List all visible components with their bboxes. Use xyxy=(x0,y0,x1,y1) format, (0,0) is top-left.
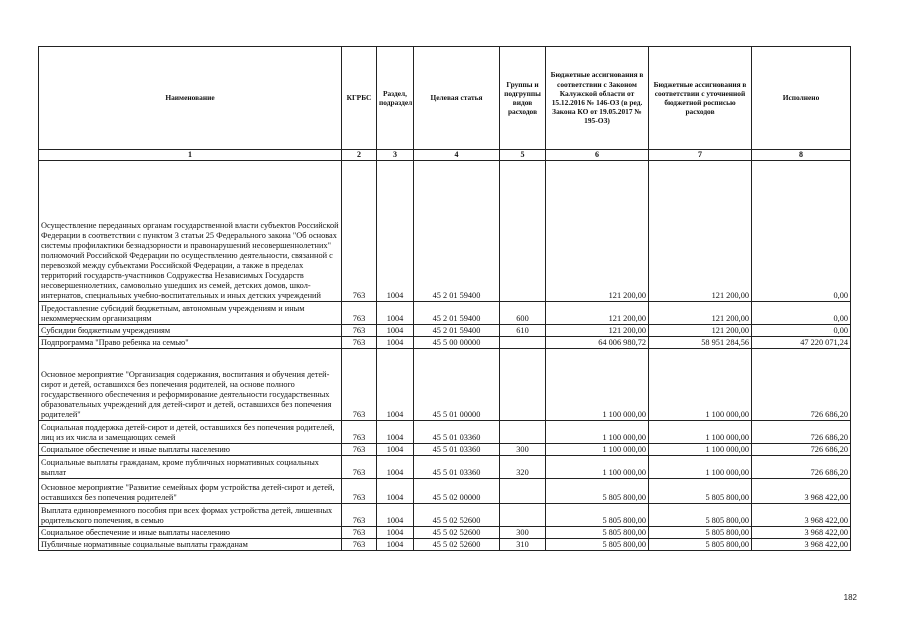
row-group xyxy=(500,421,546,444)
budget-execution-sheet xyxy=(38,46,850,551)
table-row xyxy=(39,337,851,349)
row-section: 1004 xyxy=(377,527,414,539)
row-group: 320 xyxy=(500,456,546,479)
row-target: 45 5 02 52600 xyxy=(414,504,500,527)
row-section: 1004 xyxy=(377,444,414,456)
row-law-amount: 121 200,00 xyxy=(546,302,649,325)
row-kgrbs: 763 xyxy=(342,479,377,504)
row-target: 45 5 01 03360 xyxy=(414,421,500,444)
row-law-amount: 5 805 800,00 xyxy=(546,539,649,551)
budget-table xyxy=(38,46,851,551)
row-section: 1004 xyxy=(377,456,414,479)
row-kgrbs: 763 xyxy=(342,504,377,527)
row-kgrbs: 763 xyxy=(342,161,377,302)
row-name: Осуществление переданных органам государственной власти субъектов Российской Федерации в соответствии с пунктом 3 статьи 25 Федерального закона "Об основах системы профилактики безнадзорности и правонарушений несовершеннолетних" полномочий Российской Федерации по осуществлению деятельности, связанной с перевозкой между субъектами Российской Федерации, а также в пределах территорий государств-участников Содружества Независимых Государств несовершеннолетних, самовольно ушедших из семей, детских домов, школ-интернатов, специальных учебно-воспитательных и иных детских учреждений xyxy=(39,161,342,302)
row-executed-amount: 0,00 xyxy=(752,161,851,302)
row-list-amount: 5 805 800,00 xyxy=(649,527,752,539)
row-kgrbs: 763 xyxy=(342,325,377,337)
table-row xyxy=(39,527,851,539)
row-executed-amount: 3 968 422,00 xyxy=(752,539,851,551)
row-law-amount: 1 100 000,00 xyxy=(546,456,649,479)
row-kgrbs: 763 xyxy=(342,302,377,325)
header-kgrbs: КГРБС xyxy=(342,47,377,150)
table-row xyxy=(39,444,851,456)
row-law-amount: 121 200,00 xyxy=(546,325,649,337)
row-target: 45 5 02 52600 xyxy=(414,539,500,551)
header-name: Наименование xyxy=(39,47,342,150)
row-law-amount: 5 805 800,00 xyxy=(546,527,649,539)
row-law-amount: 5 805 800,00 xyxy=(546,504,649,527)
row-kgrbs: 763 xyxy=(342,349,377,421)
row-section: 1004 xyxy=(377,479,414,504)
row-target: 45 2 01 59400 xyxy=(414,161,500,302)
row-section: 1004 xyxy=(377,421,414,444)
table-row xyxy=(39,302,851,325)
header-row xyxy=(39,47,851,150)
row-law-amount: 1 100 000,00 xyxy=(546,349,649,421)
row-name: Социальное обеспечение и иные выплаты населению xyxy=(39,527,342,539)
row-executed-amount: 726 686,20 xyxy=(752,444,851,456)
header-target: Целевая статья xyxy=(414,47,500,150)
row-list-amount: 121 200,00 xyxy=(649,161,752,302)
row-name: Социальные выплаты гражданам, кроме публичных нормативных социальных выплат xyxy=(39,456,342,479)
row-executed-amount: 47 220 071,24 xyxy=(752,337,851,349)
column-number: 7 xyxy=(649,150,752,161)
header-executed: Исполнено xyxy=(752,47,851,150)
row-executed-amount: 3 968 422,00 xyxy=(752,479,851,504)
row-target: 45 5 02 00000 xyxy=(414,479,500,504)
column-number: 2 xyxy=(342,150,377,161)
row-name: Подпрограмма "Право ребенка на семью" xyxy=(39,337,342,349)
row-section: 1004 xyxy=(377,161,414,302)
row-section: 1004 xyxy=(377,349,414,421)
column-number: 6 xyxy=(546,150,649,161)
column-number-row xyxy=(39,150,851,161)
table-row xyxy=(39,421,851,444)
row-executed-amount: 0,00 xyxy=(752,325,851,337)
row-name: Основное мероприятие "Развитие семейных форм устройства детей-сирот и детей, оставшихся без попечения родителей" xyxy=(39,479,342,504)
row-list-amount: 1 100 000,00 xyxy=(649,421,752,444)
column-number: 4 xyxy=(414,150,500,161)
row-group: 610 xyxy=(500,325,546,337)
row-section: 1004 xyxy=(377,302,414,325)
row-section: 1004 xyxy=(377,325,414,337)
row-list-amount: 1 100 000,00 xyxy=(649,456,752,479)
table-row xyxy=(39,325,851,337)
row-group: 300 xyxy=(500,444,546,456)
row-list-amount: 5 805 800,00 xyxy=(649,539,752,551)
row-name: Предоставление субсидий бюджетным, автономным учреждениям и иным некоммерческим организациям xyxy=(39,302,342,325)
row-name: Основное мероприятие "Организация содержания, воспитания и обучения детей-сирот и детей, оставшихся без попечения родителей, на основе полного государственного обеспечения и реформирование деятельности государственных образовательных учреждений для детей-сирот и детей, оставшихся без попечения родителей" xyxy=(39,349,342,421)
row-kgrbs: 763 xyxy=(342,456,377,479)
row-name: Субсидии бюджетным учреждениям xyxy=(39,325,342,337)
row-kgrbs: 763 xyxy=(342,444,377,456)
row-group: 310 xyxy=(500,539,546,551)
row-list-amount: 121 200,00 xyxy=(649,302,752,325)
row-list-amount: 5 805 800,00 xyxy=(649,479,752,504)
row-executed-amount: 726 686,20 xyxy=(752,421,851,444)
row-target: 45 5 01 03360 xyxy=(414,444,500,456)
column-number: 3 xyxy=(377,150,414,161)
row-list-amount: 121 200,00 xyxy=(649,325,752,337)
table-row xyxy=(39,161,851,302)
row-executed-amount: 0,00 xyxy=(752,302,851,325)
row-kgrbs: 763 xyxy=(342,539,377,551)
page-number: 182 xyxy=(843,593,857,602)
row-executed-amount: 3 968 422,00 xyxy=(752,504,851,527)
row-section: 1004 xyxy=(377,504,414,527)
row-section: 1004 xyxy=(377,539,414,551)
row-target: 45 5 01 03360 xyxy=(414,456,500,479)
row-law-amount: 64 006 980,72 xyxy=(546,337,649,349)
row-law-amount: 1 100 000,00 xyxy=(546,421,649,444)
table-row xyxy=(39,504,851,527)
table-row xyxy=(39,539,851,551)
row-list-amount: 1 100 000,00 xyxy=(649,444,752,456)
header-law-assignments: Бюджетные ассигнования в соответствии с Законом Калужской области от 15.12.2016 № 146-ОЗ (в ред. Закона КО от 19.05.2017 № 195-ОЗ) xyxy=(546,47,649,150)
row-group xyxy=(500,161,546,302)
row-target: 45 5 01 00000 xyxy=(414,349,500,421)
row-law-amount: 1 100 000,00 xyxy=(546,444,649,456)
row-law-amount: 121 200,00 xyxy=(546,161,649,302)
column-number: 1 xyxy=(39,150,342,161)
row-list-amount: 58 951 284,56 xyxy=(649,337,752,349)
row-kgrbs: 763 xyxy=(342,421,377,444)
header-section: Раздел, подраздел xyxy=(377,47,414,150)
row-law-amount: 5 805 800,00 xyxy=(546,479,649,504)
table-row xyxy=(39,349,851,421)
row-name: Социальное обеспечение и иные выплаты населению xyxy=(39,444,342,456)
row-name: Социальная поддержка детей-сирот и детей, оставшихся без попечения родителей, лиц из их числа и замещающих семей xyxy=(39,421,342,444)
row-group xyxy=(500,504,546,527)
row-target: 45 5 00 00000 xyxy=(414,337,500,349)
row-name: Публичные нормативные социальные выплаты гражданам xyxy=(39,539,342,551)
column-number: 5 xyxy=(500,150,546,161)
row-executed-amount: 726 686,20 xyxy=(752,456,851,479)
row-target: 45 2 01 59400 xyxy=(414,302,500,325)
row-list-amount: 1 100 000,00 xyxy=(649,349,752,421)
row-group: 600 xyxy=(500,302,546,325)
header-list-assignments: Бюджетные ассигнования в соответствии с уточненной бюджетной росписью расходов xyxy=(649,47,752,150)
header-groups: Группы и подгруппы видов расходов xyxy=(500,47,546,150)
row-group xyxy=(500,479,546,504)
row-list-amount: 5 805 800,00 xyxy=(649,504,752,527)
table-row xyxy=(39,479,851,504)
table-row xyxy=(39,456,851,479)
row-executed-amount: 3 968 422,00 xyxy=(752,527,851,539)
row-group xyxy=(500,337,546,349)
row-group xyxy=(500,349,546,421)
row-target: 45 5 02 52600 xyxy=(414,527,500,539)
row-group: 300 xyxy=(500,527,546,539)
row-target: 45 2 01 59400 xyxy=(414,325,500,337)
row-name: Выплата единовременного пособия при всех формах устройства детей, лишенных родительского попечения, в семью xyxy=(39,504,342,527)
column-number: 8 xyxy=(752,150,851,161)
row-kgrbs: 763 xyxy=(342,337,377,349)
row-executed-amount: 726 686,20 xyxy=(752,349,851,421)
row-section: 1004 xyxy=(377,337,414,349)
row-kgrbs: 763 xyxy=(342,527,377,539)
